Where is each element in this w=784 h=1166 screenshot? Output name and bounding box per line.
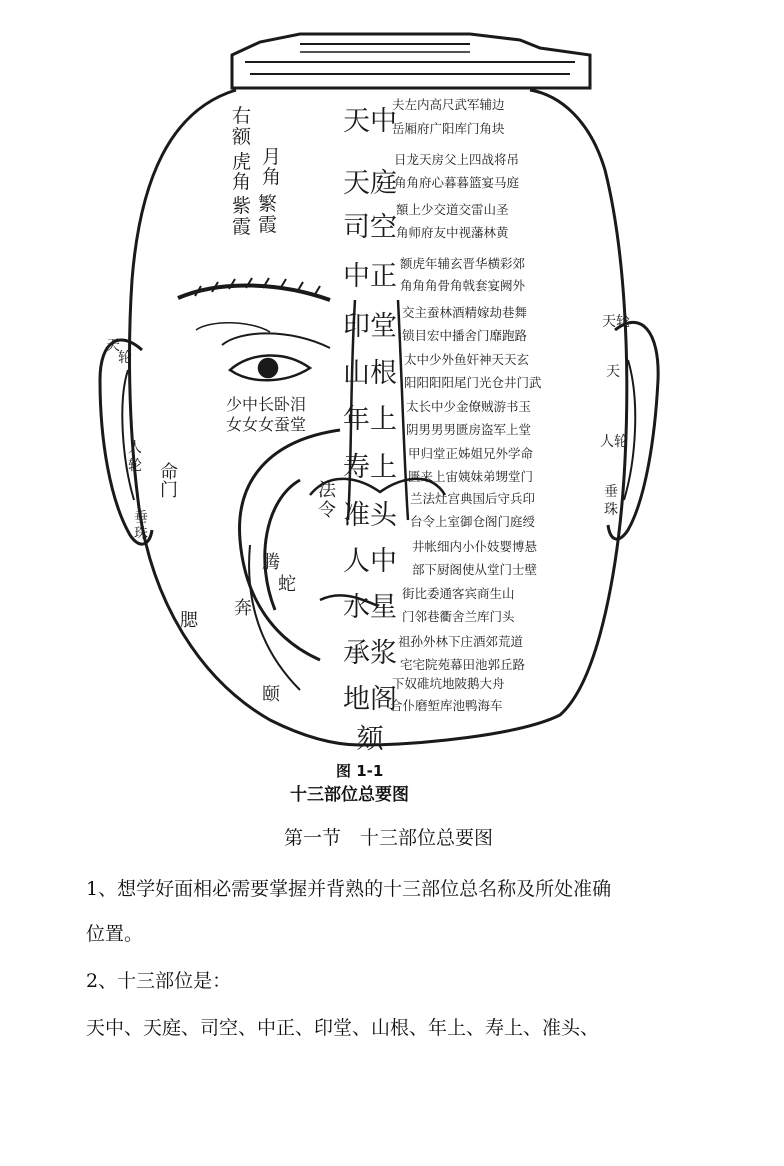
center-column-labels — [343, 106, 398, 755]
side-row: 井帐细内小仆妓婴博悬 — [412, 539, 538, 554]
side-row: 街比委通客宾商生山 — [402, 586, 515, 601]
left-label: 繁 — [258, 193, 278, 215]
left-ear-label: 珠 — [134, 526, 148, 542]
crown-brim — [232, 34, 590, 88]
side-row: 額上少交道交雷山圣 — [396, 202, 509, 217]
right-ear-label: 人轮 — [600, 434, 628, 450]
side-row: 甲归堂正姊姐兄外学命 — [408, 446, 534, 461]
side-row: 角角角骨角戟套宴阙外 — [400, 278, 526, 293]
side-row: 宅宅院苑幕田池郭丘路 — [400, 657, 526, 672]
side-row: 太长中少金僚贼游书玉 — [406, 399, 532, 414]
left-label: 紫 — [232, 195, 252, 217]
figure-number: 图 1-1 — [336, 762, 384, 780]
center-label: 人中 — [343, 546, 397, 577]
left-ear-label: 人 — [128, 440, 142, 456]
side-row: 匮来上宙姨妹弟甥堂门 — [408, 469, 534, 484]
side-row: 台令上室御仓阁门庭绶 — [410, 514, 536, 529]
center-label: 山根 — [343, 358, 397, 389]
eye-label-line: 女女女蚕堂 — [226, 415, 307, 434]
left-ear-label: 轮 — [128, 458, 142, 474]
side-row: 锁目宏中播舍门靡跑路 — [402, 328, 528, 343]
right-ear-label: 天轮 — [602, 314, 630, 330]
left-label: 虎 — [232, 151, 252, 173]
center-label: 寿上 — [343, 452, 397, 483]
paragraph-3: 天中、天庭、司空、中正、印堂、山根、年上、寿上、准头、 — [86, 1017, 600, 1039]
center-label: 水星 — [343, 592, 397, 623]
side-row: 合仆磨堑库池鸭海车 — [390, 698, 503, 713]
left-label: 霞 — [232, 216, 252, 238]
right-ear-label: 天 — [606, 364, 620, 380]
left-label: 霞 — [258, 214, 278, 236]
cheek-label: 颐 — [262, 684, 280, 705]
side-rows — [390, 97, 542, 713]
center-label: 天庭 — [343, 168, 397, 199]
side-row: 太中少外鱼奸神天天玄 — [404, 352, 530, 367]
paragraph-1-cont: 位置。 — [86, 923, 144, 945]
left-ear-label: 轮 — [118, 350, 132, 366]
side-row: 角师府友中视藩林黄 — [396, 225, 509, 240]
side-row: 下奴碓坑地陂鹅大舟 — [392, 676, 505, 691]
center-label: 中正 — [343, 261, 397, 292]
eye-labels — [226, 395, 306, 434]
center-label: 准头 — [343, 500, 397, 531]
side-row: 交主蚕林酒精嫁劫巷舞 — [402, 305, 528, 320]
side-row: 夫左内高尺武军辅边 — [392, 97, 505, 112]
left-label: 月 — [262, 146, 282, 168]
side-row: 额虎年辅玄晋华横彩郊 — [400, 256, 526, 271]
center-label: 颏 — [356, 724, 384, 755]
side-row: 祖孙外林下庄酒郊荒道 — [398, 634, 524, 649]
paragraph-1: 1、想学好面相必需要掌握并背熟的十三部位总名称及所处准确 — [86, 878, 612, 900]
side-row: 阳阳阳阳尾门光仓井门武 — [404, 375, 542, 390]
right-ear-label: 垂 — [604, 484, 618, 500]
left-label: 角 — [232, 171, 252, 193]
side-row: 日龙天房父上四战将吊 — [394, 152, 520, 167]
cheek-label: 令 — [318, 500, 336, 521]
cheek-label: 腾 — [262, 552, 280, 573]
eye-label-line: 少中长卧泪 — [226, 395, 307, 414]
center-label: 承浆 — [343, 638, 397, 669]
center-label: 司空 — [343, 212, 397, 243]
side-row: 部下厨阁使从堂门士壁 — [412, 562, 538, 577]
paragraph-2: 2、十三部位是： — [86, 970, 232, 992]
figure-title: 十三部位总要图 — [290, 785, 409, 805]
upper-left-labels — [232, 105, 281, 238]
left-ear-labels — [106, 338, 148, 542]
center-label: 天中 — [343, 106, 397, 137]
left-ear-label: 垂 — [134, 510, 148, 526]
cheek-label: 腮 — [180, 610, 198, 631]
left-label: 角 — [262, 166, 282, 188]
center-label: 年上 — [343, 404, 397, 435]
cheek-label: 奔 — [234, 598, 252, 619]
center-label: 地阁 — [343, 684, 397, 715]
left-label: 右 — [232, 105, 252, 127]
side-row: 角角府心暮暮篮宴马庭 — [394, 175, 520, 190]
cheek-label: 门 — [160, 480, 178, 501]
right-ear-label: 珠 — [604, 502, 618, 518]
left-label: 额 — [232, 126, 252, 148]
center-label: 印堂 — [343, 311, 397, 342]
cheek-label: 命 — [160, 462, 178, 483]
cheek-label: 法 — [318, 480, 336, 501]
side-row: 兰法灶宫典国后守兵印 — [410, 491, 536, 506]
left-ear-label: 天 — [106, 338, 120, 354]
side-row: 岳厢府广阳库门角块 — [392, 121, 505, 136]
side-row: 阴男男男匮房盗军上堂 — [406, 422, 532, 437]
cheek-label: 蛇 — [278, 574, 296, 595]
eye — [222, 333, 330, 380]
side-row: 门邻巷衢舍兰库门头 — [402, 609, 515, 624]
section-title: 第一节 十三部位总要图 — [284, 827, 494, 849]
